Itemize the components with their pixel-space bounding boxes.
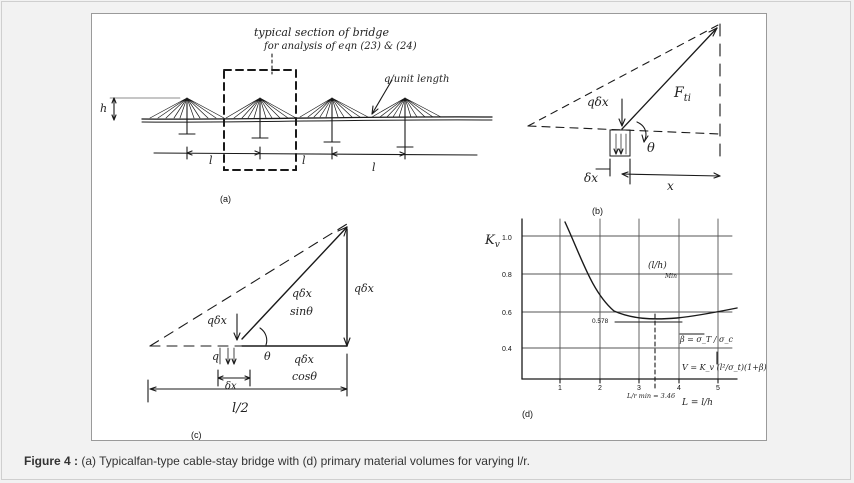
span-label-3: l [372, 161, 376, 174]
panel-a-bridge-diagram [110, 54, 492, 170]
min-ratio-sub: Min [665, 273, 677, 280]
x-tick-4: 4 [677, 385, 681, 392]
height-label: h [100, 102, 108, 115]
volume-equation: V = K_v (l²/σ_t)(1+β) [682, 363, 767, 372]
figure-frame [91, 13, 767, 441]
figure-caption [24, 454, 530, 468]
panel-d-tag: (d) [522, 409, 533, 419]
y-tick-1.0: 1.0 [502, 235, 512, 242]
beta-equation: β = σ_T / σ_c [680, 335, 733, 344]
load-label-a: q/unit length [384, 74, 450, 85]
section-note-line2: for analysis of eqn (23) & (24) [264, 41, 417, 52]
fraction2-numerator: qδx [294, 353, 314, 366]
bridge-analysis-figure [92, 14, 768, 442]
panel-b-tag: (b) [592, 206, 603, 216]
cable-fan-4 [372, 98, 441, 147]
section-note-line1: typical section of bridge [254, 26, 389, 39]
lr-min-label: L/r min = 3.46 [627, 392, 676, 400]
x-tick-5: 5 [716, 385, 720, 392]
fraction1-denominator: sinθ [290, 305, 313, 318]
angle-label-c: θ [264, 350, 271, 363]
x-tick-1: 1 [558, 385, 562, 392]
kv-axis-label: $K_v$ [485, 233, 500, 250]
half-span-label: l/2 [232, 401, 249, 416]
x-label-b: x [667, 179, 674, 193]
panel-c-tag: (c) [191, 430, 202, 440]
panel-b-force-diagram [528, 24, 720, 184]
dx-label-c: δx [225, 381, 237, 392]
min-ratio-label: (l/h) [648, 261, 667, 271]
panel-a-tag: (a) [220, 194, 231, 204]
figure-caption-text: (a) Typicalfan-type cable-stay bridge with (d) primary material volumes for varying l/r. [78, 454, 530, 468]
dx-label-b: δx [584, 171, 598, 185]
figure-panel [1, 1, 851, 480]
fraction1-numerator: qδx [292, 287, 312, 300]
y-tick-0.4: 0.4 [502, 346, 512, 353]
load-label-b: qδx [587, 95, 609, 109]
force-label: $F_{ti}$ [674, 85, 691, 104]
q-label-c: q [212, 350, 220, 363]
x-tick-3: 3 [637, 385, 641, 392]
span-label-1: l [209, 154, 213, 167]
min-value-label: 0.578 [592, 318, 609, 325]
figure-caption-label: Figure 4 : [24, 454, 79, 468]
angle-label-b: θ [647, 141, 655, 156]
fraction2-denominator: cosθ [292, 370, 318, 383]
x-tick-2: 2 [598, 385, 602, 392]
panel-c-force-triangle [148, 224, 350, 402]
y-tick-0.6: 0.6 [502, 310, 512, 317]
cable-fan-1 [150, 98, 224, 134]
side-label-c: qδx [354, 282, 374, 295]
span-label-2: l [302, 154, 306, 167]
y-tick-0.8: 0.8 [502, 272, 512, 279]
load-label-c: qδx [207, 314, 227, 327]
x-axis-label: L = l/h [682, 398, 713, 408]
